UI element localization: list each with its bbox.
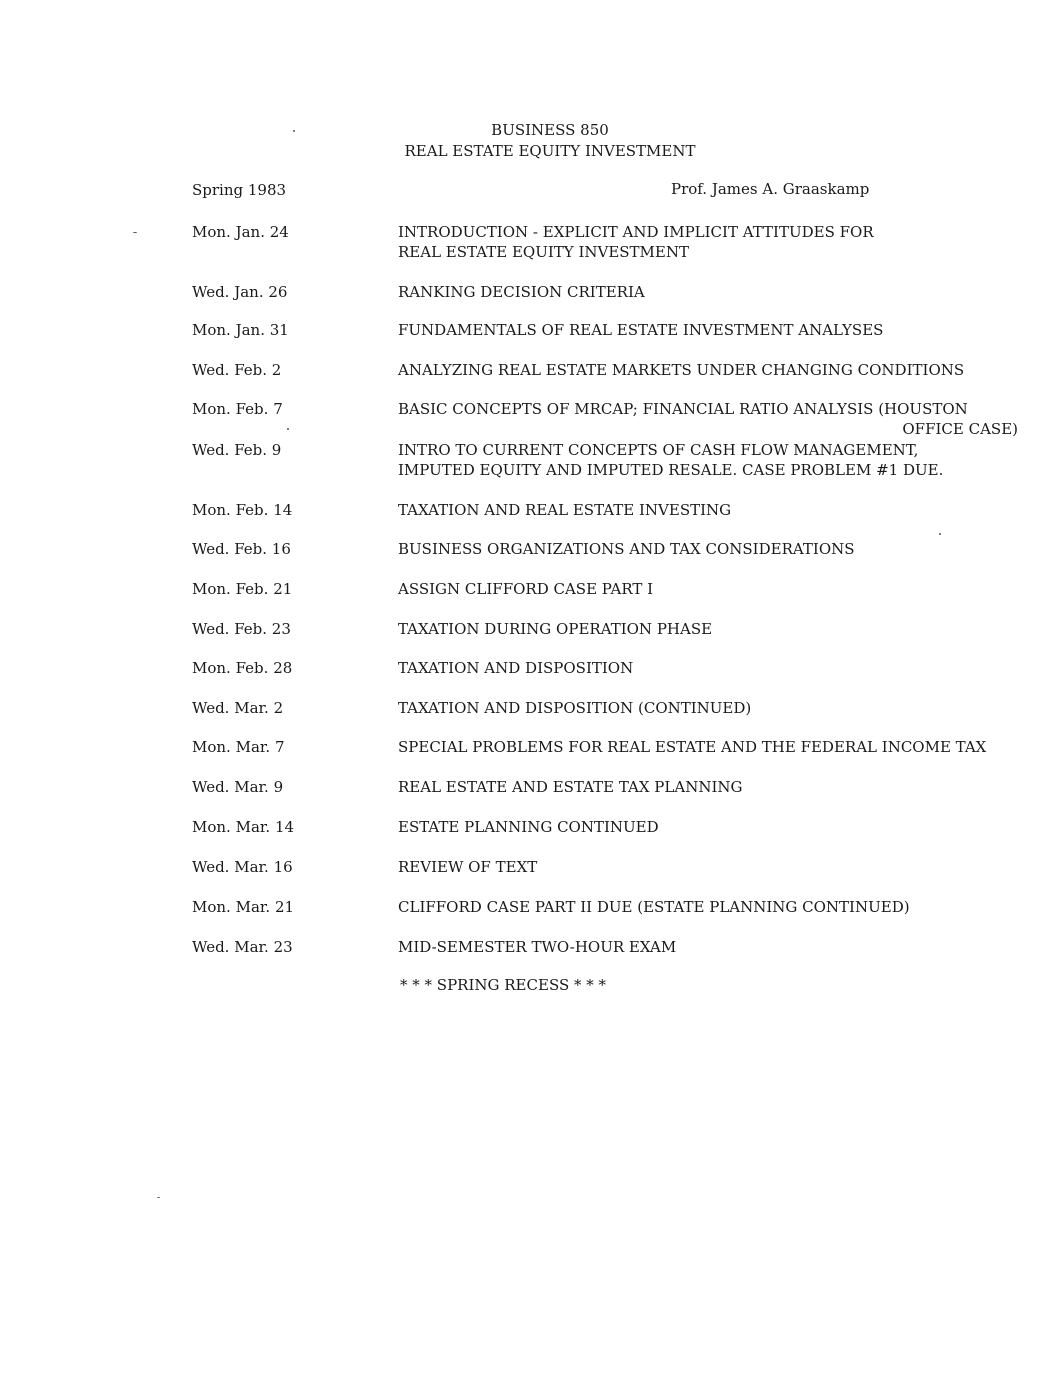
session-topic xyxy=(398,777,742,797)
session-topic xyxy=(398,440,943,480)
scan-speck xyxy=(157,1197,160,1198)
session-date: Mon. Feb. 14 xyxy=(192,501,293,519)
session-topic xyxy=(398,897,910,917)
title-block xyxy=(0,120,1064,162)
topic-line: INTRODUCTION - EXPLICIT AND IMPLICIT ATTITUDES FOR xyxy=(398,223,874,241)
topic-line: OFFICE CASE) xyxy=(902,420,1018,438)
topic-line: MID-SEMESTER TWO-HOUR EXAM xyxy=(398,938,677,956)
session-topic xyxy=(398,320,883,340)
session-date: Wed. Feb. 16 xyxy=(192,540,291,558)
topic-line: BUSINESS ORGANIZATIONS AND TAX CONSIDERATIONS xyxy=(398,540,855,558)
session-date: Mon. Jan. 24 xyxy=(192,223,289,241)
session-topic xyxy=(398,698,751,718)
topic-line: SPECIAL PROBLEMS FOR REAL ESTATE AND THE FEDERAL INCOME TAX xyxy=(398,738,987,756)
session-topic xyxy=(398,399,1018,439)
topic-line: TAXATION DURING OPERATION PHASE xyxy=(398,620,713,638)
session-date: Wed. Jan. 26 xyxy=(192,283,288,301)
topic-line: ASSIGN CLIFFORD CASE PART I xyxy=(398,580,654,598)
session-date: Wed. Feb. 2 xyxy=(192,361,282,379)
topic-line: INTRO TO CURRENT CONCEPTS OF CASH FLOW MANAGEMENT, xyxy=(398,441,919,459)
topic-line: ESTATE PLANNING CONTINUED xyxy=(398,818,659,836)
topic-line: IMPUTED EQUITY AND IMPUTED RESALE. CASE PROBLEM #1 DUE. xyxy=(398,461,944,479)
session-date: Wed. Mar. 23 xyxy=(192,938,293,956)
topic-line: REAL ESTATE EQUITY INVESTMENT xyxy=(398,243,689,261)
session-topic xyxy=(398,360,964,380)
session-date: Wed. Mar. 2 xyxy=(192,699,284,717)
session-date: Mon. Mar. 14 xyxy=(192,818,295,836)
session-topic xyxy=(398,937,676,957)
professor-name: Prof. James A. Graaskamp xyxy=(671,180,870,198)
topic-line: RANKING DECISION CRITERIA xyxy=(398,283,645,301)
session-topic xyxy=(398,282,645,302)
session-date: Wed. Mar. 9 xyxy=(192,778,284,796)
session-topic xyxy=(398,658,633,678)
session-topic xyxy=(398,817,659,837)
course-title: REAL ESTATE EQUITY INVESTMENT xyxy=(404,142,696,160)
session-date: Wed. Feb. 23 xyxy=(192,620,291,638)
session-topic xyxy=(398,500,731,520)
session-date: Mon. Mar. 7 xyxy=(192,738,285,756)
session-date: Wed. Feb. 9 xyxy=(192,441,282,459)
topic-line: CLIFFORD CASE PART II DUE (ESTATE PLANNING CONTINUED) xyxy=(398,898,910,916)
session-topic xyxy=(398,222,874,262)
session-date: Mon. Feb. 21 xyxy=(192,580,293,598)
session-topic xyxy=(398,579,653,599)
session-topic xyxy=(398,737,986,757)
session-date: Mon. Feb. 7 xyxy=(192,400,283,418)
topic-line: REAL ESTATE AND ESTATE TAX PLANNING xyxy=(398,778,743,796)
session-date: Mon. Mar. 21 xyxy=(192,898,295,916)
topic-line: TAXATION AND DISPOSITION (CONTINUED) xyxy=(398,699,752,717)
scan-speck xyxy=(133,232,137,233)
topic-line: REVIEW OF TEXT xyxy=(398,858,538,876)
topic-line: TAXATION AND REAL ESTATE INVESTING xyxy=(398,501,732,519)
session-topic xyxy=(398,539,855,559)
term: Spring 1983 xyxy=(192,181,287,199)
session-date: Mon. Feb. 28 xyxy=(192,659,293,677)
scan-speck xyxy=(287,428,289,430)
course-number: BUSINESS 850 xyxy=(491,121,609,139)
session-date: Mon. Jan. 31 xyxy=(192,321,289,339)
topic-line: TAXATION AND DISPOSITION xyxy=(398,659,634,677)
topic-line: BASIC CONCEPTS OF MRCAP; FINANCIAL RATIO ANALYSIS (HOUSTON xyxy=(398,400,968,418)
session-topic xyxy=(398,857,537,877)
session-date: Wed. Mar. 16 xyxy=(192,858,293,876)
topic-line: ANALYZING REAL ESTATE MARKETS UNDER CHANGING CONDITIONS xyxy=(398,361,965,379)
spring-recess-note: * * * SPRING RECESS * * * xyxy=(400,976,607,994)
session-topic xyxy=(398,619,712,639)
scan-speck xyxy=(939,533,941,535)
topic-line: FUNDAMENTALS OF REAL ESTATE INVESTMENT ANALYSES xyxy=(398,321,884,339)
scan-speck xyxy=(293,130,295,132)
